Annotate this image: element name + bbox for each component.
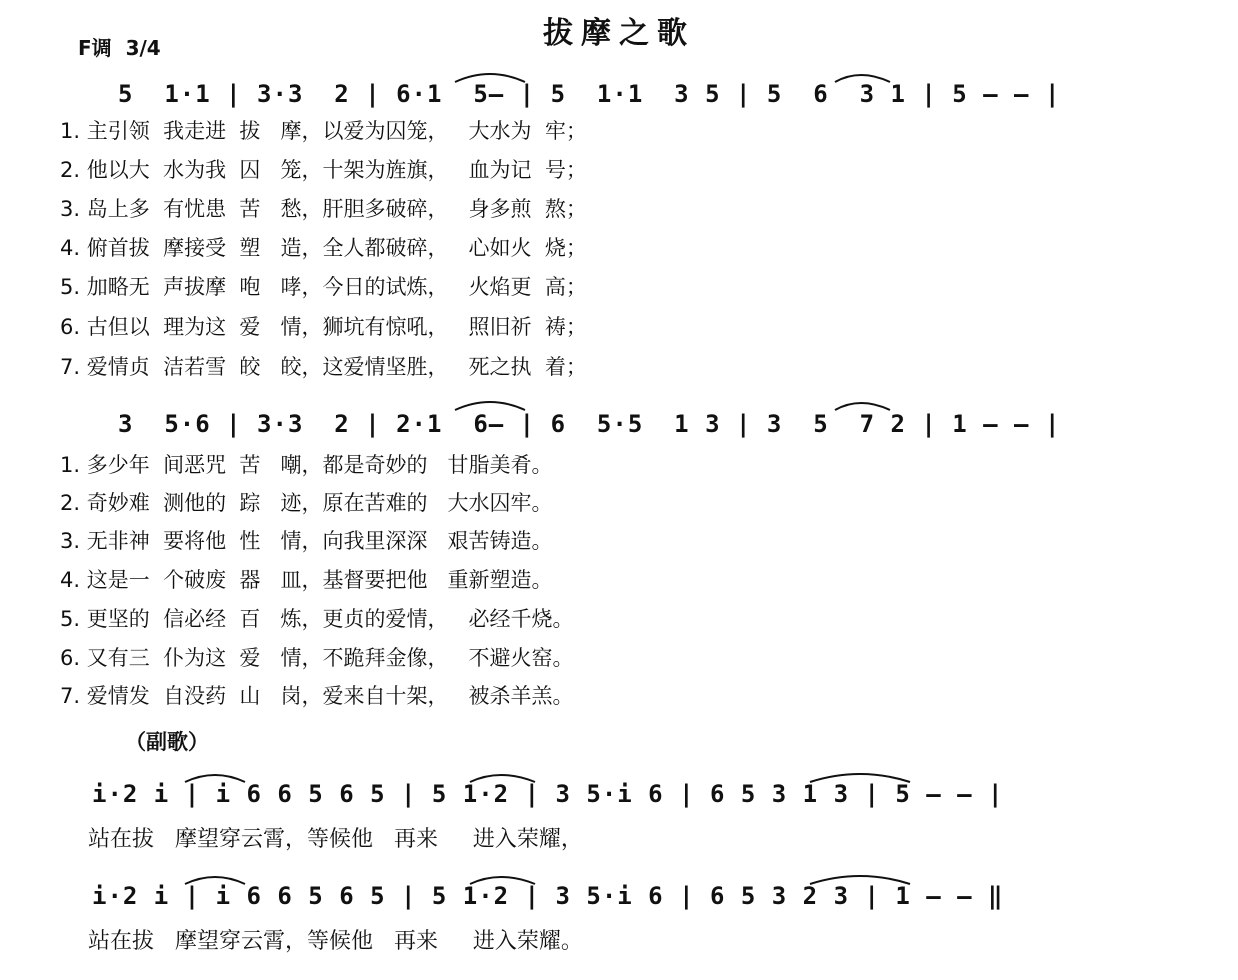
- verse-text: 又有三 仆为这 爱 情，不跪拜金像， 不避火窑。: [86, 646, 574, 670]
- chorus-notation-1: i·2 i | i 6 6 5 6 5 | 5 1·2 | 3 5·i 6 | 6 5 3 1 3 | 5 — — |: [92, 780, 1004, 808]
- verse-text: 古但以 理为这 爱 情，狮坑有惊吼， 照旧祈 祷；: [86, 315, 587, 339]
- verse-text: 他以大 水为我 囚 笼，十架为旌旗， 血为记 号；: [86, 158, 587, 182]
- slur-mark: [810, 774, 910, 782]
- verse-number: 4.: [60, 236, 81, 260]
- verse-number: 7.: [60, 684, 81, 708]
- verse-number: 6.: [60, 315, 81, 339]
- slur-mark: [455, 74, 525, 82]
- chorus-notation-2: i·2 i | i 6 6 5 6 5 | 5 1·2 | 3 5·i 6 | 6 5 3 2 3 | 1 — — ‖: [92, 882, 1004, 910]
- slur-mark: [470, 877, 535, 884]
- verse-text: 岛上多 有忧患 苦 愁，肝胆多破碎， 身多煎 熬；: [86, 197, 587, 221]
- slur-mark: [835, 403, 890, 410]
- verse-number: 2.: [60, 491, 81, 515]
- slur-mark: [810, 876, 910, 884]
- verse-number: 6.: [60, 646, 81, 670]
- chorus-label: （副歌）: [125, 730, 209, 754]
- verse-text: 爱情贞 洁若雪 皎 皎，这爱情坚胜， 死之执 着；: [86, 355, 587, 379]
- verse-text: 主引领 我走进 拔 摩，以爱为囚笼， 大水为 牢；: [86, 119, 587, 143]
- section1-notation: 5 1·1 | 3·3 2 | 6·1 5— | 5 1·1 3 5 | 5 6 3 1 | 5 — — |: [118, 80, 1061, 108]
- slur-mark: [835, 75, 890, 82]
- chorus-lyric-2: 站在拔 摩望穿云霄，等候他 再来 进入荣耀。: [88, 929, 583, 954]
- verse-text: 加略无 声拔摩 咆 哮，今日的试炼， 火焰更 高；: [86, 275, 587, 299]
- song-title: 拔摩之歌: [543, 16, 695, 51]
- verse-number: 4.: [60, 568, 81, 592]
- verse-number: 3.: [60, 197, 81, 221]
- verse-number: 3.: [60, 529, 81, 553]
- chorus-lyric-1: 站在拔 摩望穿云霄，等候他 再来 进入荣耀，: [88, 827, 583, 852]
- verse-number: 7.: [60, 355, 81, 379]
- verse-text: 奇妙难 测他的 踪 迹，原在苦难的 大水囚牢。: [86, 491, 553, 515]
- verse-number: 5.: [60, 607, 81, 631]
- verse-text: 更坚的 信必经 百 炼，更贞的爱情， 必经千烧。: [86, 607, 574, 631]
- key-signature: F调 3/4: [78, 36, 161, 60]
- slur-mark: [455, 402, 525, 410]
- verse-text: 爱情发 自没药 山 岗，爱来自十架， 被杀羊羔。: [86, 684, 574, 708]
- slur-mark: [185, 775, 245, 782]
- verse-text: 这是一 个破废 器 皿，基督要把他 重新塑造。: [86, 568, 553, 592]
- slur-mark: [185, 877, 245, 884]
- section2-notation: 3 5·6 | 3·3 2 | 2·1 6— | 6 5·5 1 3 | 3 5 7 2 | 1 — — |: [118, 410, 1061, 438]
- verse-number: 5.: [60, 275, 81, 299]
- slur-mark: [470, 775, 535, 782]
- verse-number: 1.: [60, 453, 81, 477]
- verse-text: 俯首拔 摩接受 塑 造，全人都破碎， 心如火 烧；: [86, 236, 587, 260]
- verse-text: 无非神 要将他 性 情，向我里深深 艰苦铸造。: [86, 529, 553, 553]
- verse-number: 2.: [60, 158, 81, 182]
- verse-text: 多少年 间恶咒 苦 嘲，都是奇妙的 甘脂美肴。: [86, 453, 553, 477]
- verse-number: 1.: [60, 119, 81, 143]
